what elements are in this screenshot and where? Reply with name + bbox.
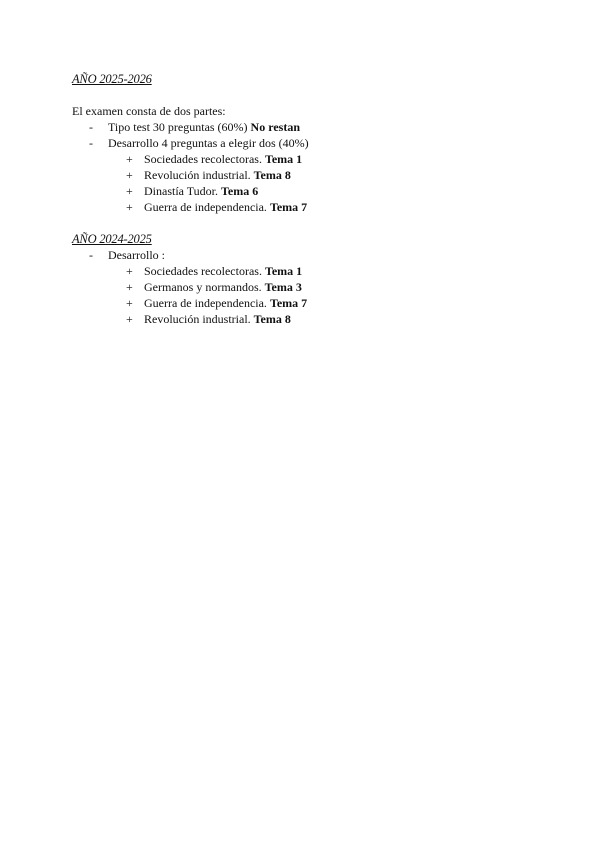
list-item [144, 200, 307, 214]
list-item [144, 264, 302, 278]
list-item [144, 168, 291, 182]
list-item-text: Germanos y normandos. [144, 280, 265, 294]
exam-intro: El examen consta de dos partes: [72, 104, 226, 118]
list-item-text: Revolución industrial. [144, 168, 254, 182]
list-item-bold: Tema 1 [264, 264, 303, 278]
list-item-bold: Tema 1 [264, 152, 303, 166]
list-marker: + [126, 280, 133, 294]
list-marker: - [89, 248, 93, 262]
list-item-bold: Tema 7 [269, 296, 308, 310]
list-item-bold: Tema 7 [269, 200, 308, 214]
list-marker: + [126, 296, 133, 310]
list-marker: + [126, 184, 133, 198]
list-item [144, 152, 302, 166]
list-item-text: Dinastía Tudor. [144, 184, 222, 198]
list-marker: + [126, 312, 133, 326]
list-item [108, 120, 300, 134]
list-item [108, 136, 309, 150]
list-marker: - [89, 120, 93, 134]
list-marker: + [126, 264, 133, 278]
list-item-text: Desarrollo 4 preguntas a elegir dos (40%) [108, 136, 309, 150]
list-item-text: Sociedades recolectoras. [144, 264, 265, 278]
list-item [144, 296, 307, 310]
list-item [108, 248, 165, 262]
list-item-text: Revolución industrial. [144, 312, 254, 326]
list-item-bold: Tema 6 [221, 184, 259, 198]
list-item-bold: Tema 3 [264, 280, 302, 294]
list-item [144, 312, 291, 326]
section-heading-2024: AÑO 2024-2025 [72, 232, 152, 246]
list-item [144, 280, 302, 294]
list-marker: + [126, 152, 133, 166]
list-item-text: Guerra de independencia. [144, 296, 270, 310]
section-heading-2025: AÑO 2025-2026 [72, 72, 152, 86]
list-item-text: Tipo test 30 preguntas (60%) [108, 120, 251, 134]
list-item [144, 184, 258, 198]
list-marker: - [89, 136, 93, 150]
list-item-bold: Tema 8 [253, 312, 291, 326]
list-marker: + [126, 200, 133, 214]
list-item-bold: Tema 8 [253, 168, 291, 182]
list-item-text: Desarrollo : [108, 248, 165, 262]
list-marker: + [126, 168, 133, 182]
list-item-text: Sociedades recolectoras. [144, 152, 265, 166]
list-item-bold: No restan [250, 120, 300, 134]
list-item-text: Guerra de independencia. [144, 200, 270, 214]
